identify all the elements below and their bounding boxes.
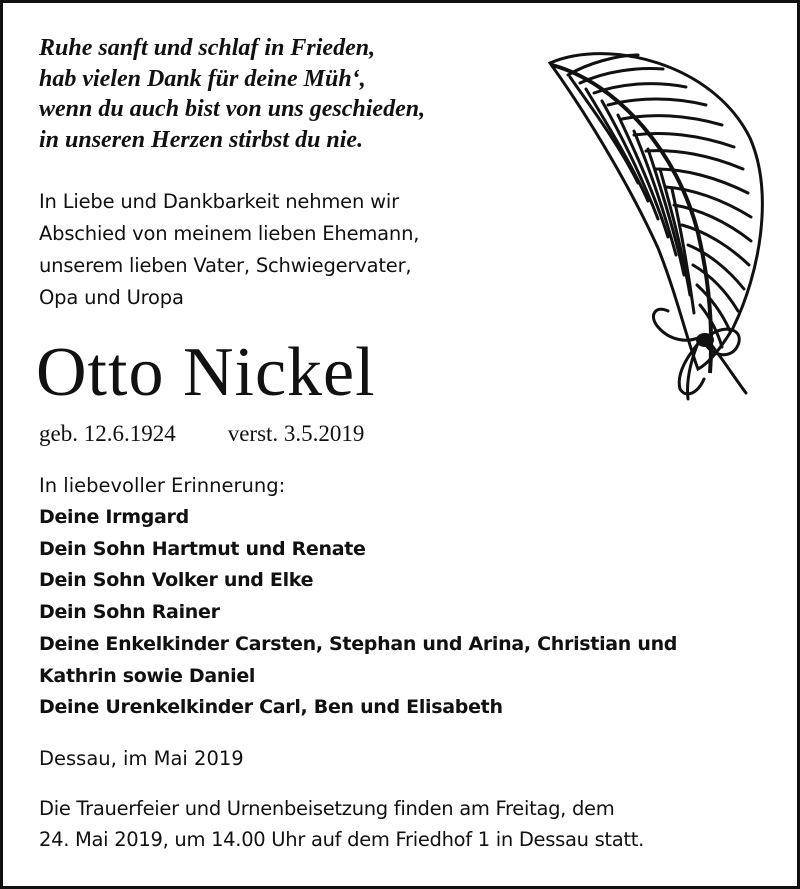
intro-line: In Liebe und Dankbarkeit nehmen wir — [39, 190, 399, 213]
family-line: Deine Urenkelkinder Carl, Ben und Elisabeth — [39, 696, 503, 719]
death-date: verst. 3.5.2019 — [227, 421, 365, 446]
poem-line: hab vielen Dank für deine Müh‘, — [39, 65, 366, 92]
place-date: Dessau, im Mai 2019 — [39, 747, 244, 770]
intro-line: Abschied von meinem lieben Ehemann, — [39, 222, 420, 245]
poem-line: in unseren Herzen stirbst du nie. — [39, 126, 364, 153]
family-line: Kathrin sowie Daniel — [39, 664, 256, 687]
ceremony-line: 24. Mai 2019, um 14.00 Uhr auf dem Friedhof 1 in Dessau statt. — [39, 828, 645, 851]
family-line: Deine Enkelkinder Carsten, Stephan und Arina, Christian und — [39, 632, 678, 655]
memory-line: In liebevoller Erinnerung: — [39, 474, 286, 497]
family-line: Dein Sohn Hartmut und Renate — [39, 537, 366, 560]
ceremony-line: Die Trauerfeier und Urnenbeisetzung finden am Freitag, dem — [39, 797, 615, 820]
feather-with-ribbon-icon — [538, 43, 778, 403]
ceremony-info — [39, 793, 789, 855]
intro-line: Opa und Uropa — [39, 286, 184, 309]
birth-date: geb. 12.6.1924 — [39, 421, 176, 446]
intro-text — [39, 186, 599, 314]
poem — [39, 33, 559, 155]
life-dates — [39, 419, 364, 449]
family-line: Dein Sohn Rainer — [39, 601, 220, 624]
family-line: Deine Irmgard — [39, 506, 189, 528]
poem-line: wenn du auch bist von uns geschieden, — [39, 96, 426, 122]
deceased-name: Otto Nickel — [36, 334, 376, 411]
intro-line: unserem lieben Vater, Schwiegervater, — [39, 254, 412, 277]
poem-line: Ruhe sanft und schlaf in Frieden, — [39, 35, 376, 61]
family-list — [39, 502, 779, 724]
family-line: Dein Sohn Volker und Elke — [39, 569, 314, 592]
